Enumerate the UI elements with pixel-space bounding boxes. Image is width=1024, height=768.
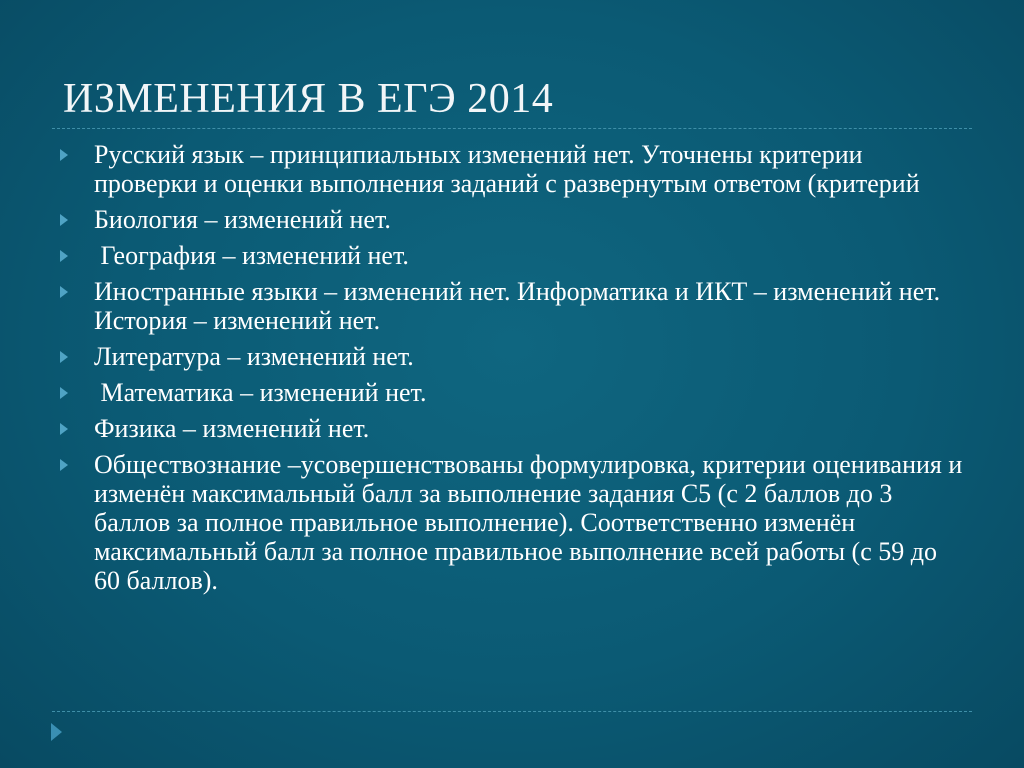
bullet-arrow-icon	[60, 387, 68, 399]
list-item	[0, 414, 1024, 443]
list-item-text: Иностранные языки – изменений нет. Информатика и ИКТ – изменений нет. История – изменений нет.	[94, 277, 941, 335]
list-item-text: Обществознание –усовершенствованы формулировка, критерии оценивания и изменён максимальный балл за выполнение задания С5 (с 2 баллов до 3 баллов за полное правильное выполнение). Соответственно изменён максимальный балл за полное правильное выполнение всей работы (с 59 до 60 баллов).	[94, 450, 963, 595]
bullet-arrow-icon	[60, 459, 68, 471]
list-item	[0, 277, 1024, 335]
list-item-text: География – изменений нет.	[94, 241, 409, 270]
bullet-arrow-icon	[60, 149, 68, 161]
footer-divider	[52, 711, 972, 712]
list-item	[0, 140, 1024, 198]
list-item-text: Биология – изменений нет.	[94, 205, 391, 234]
bullet-arrow-icon	[60, 351, 68, 363]
list-item-text: Физика – изменений нет.	[94, 414, 370, 443]
list-item	[0, 205, 1024, 234]
bullet-arrow-icon	[60, 286, 68, 298]
title-divider	[52, 128, 972, 129]
list-item-text: Русский язык – принципиальных изменений нет. Уточнены критерии проверки и оценки выполнения заданий с развернутым ответом (критерий	[94, 140, 920, 198]
list-item	[0, 342, 1024, 371]
slide-title: ИЗМЕНЕНИЯ В ЕГЭ 2014	[63, 76, 554, 122]
bullet-list	[0, 140, 1024, 602]
bullet-arrow-icon	[60, 423, 68, 435]
list-item-text: Литература – изменений нет.	[94, 342, 414, 371]
corner-arrow-icon	[51, 723, 62, 741]
list-item-text: Математика – изменений нет.	[94, 378, 427, 407]
list-item	[0, 241, 1024, 270]
list-item	[0, 450, 1024, 595]
bullet-arrow-icon	[60, 250, 68, 262]
bullet-arrow-icon	[60, 214, 68, 226]
list-item	[0, 378, 1024, 407]
